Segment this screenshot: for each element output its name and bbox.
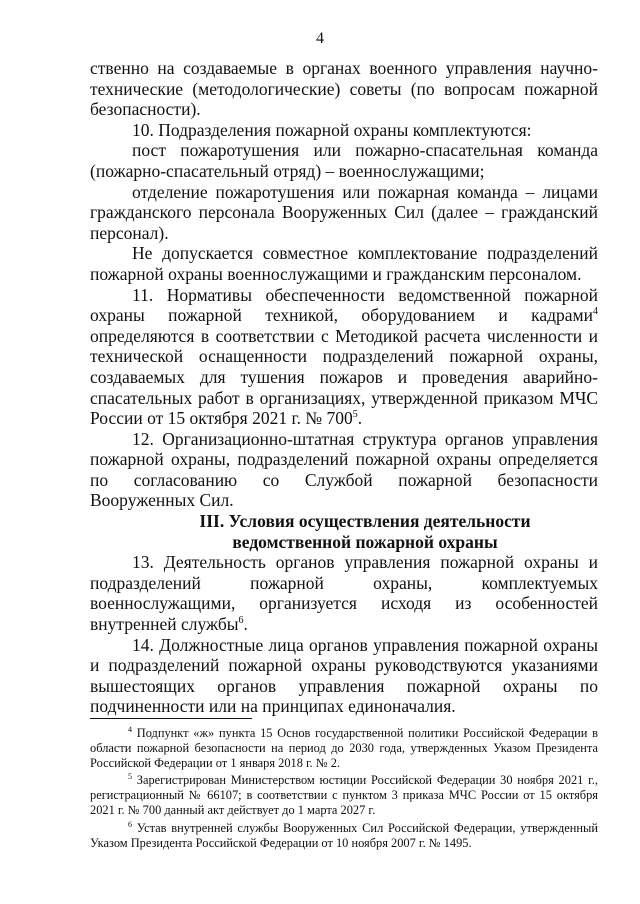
paragraph-10-item-a: пост пожаротушения или пожарно-спасательная команда (пожарно-спасательный отряд) – военнослужащими; [90,140,598,181]
paragraph-10-item-b: отделение пожаротушения или пожарная команда – лицами гражданского персонала Вооруженных Сил (далее – гражданский персонал). [90,181,598,243]
document-body [90,58,598,717]
paragraph-14: 14. Должностные лица органов управления пожарной охраны и подразделений пожарной охраны руководствуются указаниями вышестоящих органов управления пожарной охраны по подчиненности или на принципах единоначалия. [90,634,598,717]
paragraph-12: 12. Организационно-штатная структура органов управления пожарной охраны, подразделений пожарной охраны определяется по согласованию со Службой пожарной безопасности Вооруженных Сил. [90,428,598,511]
footnote-ref-4: 4 [593,306,598,318]
paragraph-13-end: . [243,614,248,635]
footnote-text: Подпункт «ж» пункта 15 Основ государственной политики Российской Федерации в области пожарной безопасности на период до 2030 года, утвержденных Указом Президента Российской Федерации от 1 января 2018 г. № 2. [90,726,598,771]
footnote-separator [90,718,252,719]
paragraph-11-text-end: . [357,408,363,429]
paragraph-continuation: ственно на создаваемые в органах военного управления научно-технические (методологические) советы (по вопросам пожарной безопасности). [90,58,598,120]
page-number: 4 [316,30,324,47]
section-heading [90,511,598,552]
footnote-mark: 4 [128,724,132,734]
paragraph-13 [90,552,598,634]
footnote-mark: 6 [128,819,132,829]
footnotes [90,726,598,853]
section-heading-line-1: III. Условия осуществления деятельности [199,511,531,532]
paragraph-11-text-a: 11. Нормативы обеспеченности ведомственной пожарной охраны пожарной техникой, оборудованием и кадрами [90,284,598,326]
paragraph-13-text: 13. Деятельность органов управления пожарной охраны и подразделений пожарной охраны, комплектуемых военнослужащими, организуется исходя из особенностей внутренней службы [90,552,598,635]
footnote-4 [90,726,598,771]
footnote-6 [90,821,598,851]
paragraph-10-note: Не допускается совместное комплектование подразделений пожарной охраны военнослужащими и гражданским персоналом. [90,243,598,284]
section-heading-line-2: ведомственной пожарной охраны [232,531,498,552]
footnote-text: Зарегистрирован Министерством юстиции Российской Федерации 30 ноября 2021 г., регистрационный № 66107; в соответствии с пунктом 3 приказа МЧС России от 15 октября 2021 г. № 700 данный акт действует до 1 марта 2027 г. [90,773,598,818]
footnote-5 [90,773,598,818]
footnote-mark: 5 [128,772,132,782]
paragraph-11 [90,285,598,429]
footnote-text: Устав внутренней службы Вооруженных Сил Российской Федерации, утвержденный Указом Президента Российской Федерации от 10 ноября 2007 г. № 1495. [90,820,598,850]
paragraph-10: 10. Подразделения пожарной охраны комплектуются: [132,119,532,140]
footnote-ref-5: 5 [352,409,358,421]
paragraph-11-text-b: определяются в соответствии с Методикой расчета численности и технической оснащенности подразделений пожарной охраны, создаваемых для тушения пожаров и проведения аварийно-спасательных работ в организациях, утвержденной приказом МЧС России от 15 октября 2021 г. № 700 [90,325,598,429]
footnote-ref-6: 6 [238,615,244,627]
